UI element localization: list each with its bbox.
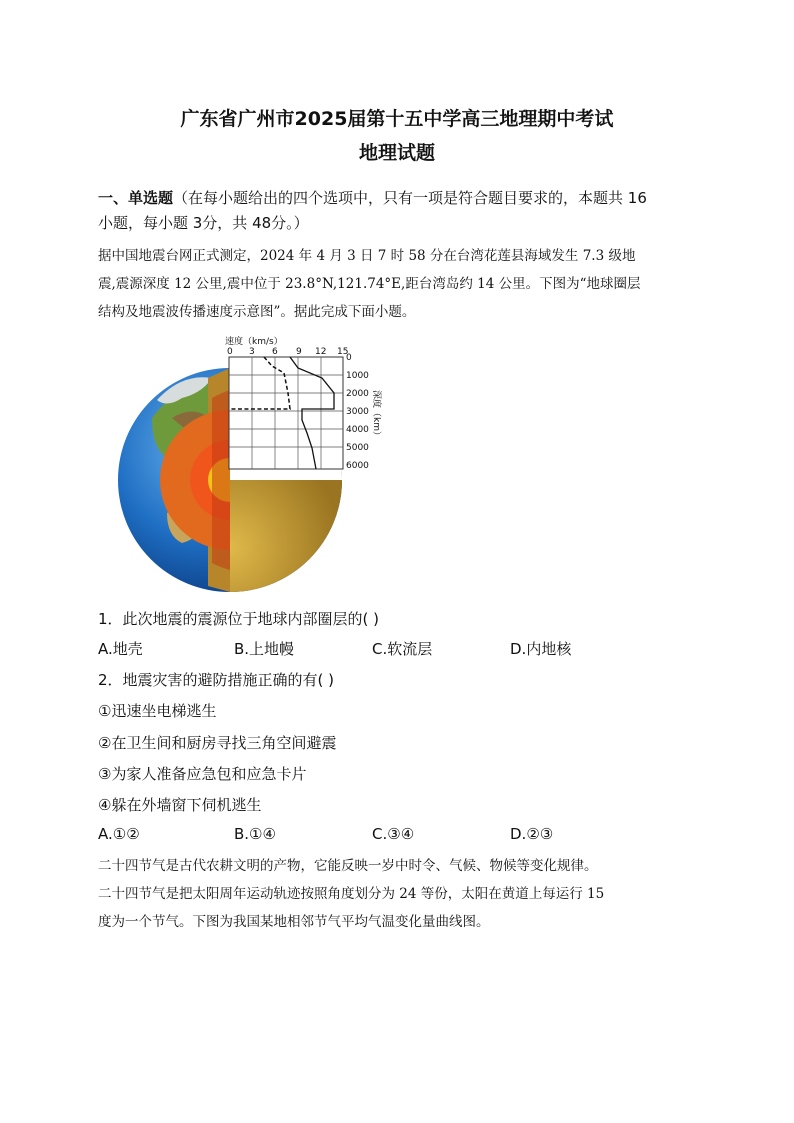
mantle-section (230, 480, 342, 592)
question-1-stem: 1．此次地震的震源位于地球内部圈层的( ) (98, 610, 380, 628)
depth-tick: 2000 (346, 389, 369, 399)
depth-tick: 4000 (346, 425, 369, 435)
q2-option-d: D.②③ (510, 825, 554, 843)
speed-tick: 15 (337, 347, 349, 357)
section-note-line1: （在每小题给出的四个选项中，只有一项是符合题目要求的，本题共 16 (173, 189, 647, 207)
q1-option-a: A.地壳 (98, 640, 143, 658)
speed-tick: 12 (315, 347, 327, 357)
q1-option-b: B.上地幔 (234, 640, 295, 658)
page-subtitle: 地理试题 (358, 142, 435, 164)
q2-item: ④躲在外墙窗下伺机逃生 (98, 796, 262, 814)
speed-axis-label: 速度（km/s） (225, 337, 283, 347)
depth-tick: 6000 (346, 461, 369, 471)
depth-tick: 5000 (346, 443, 369, 453)
passage-1-line: 据中国地震台网正式测定，2024 年 4 月 3 日 7 时 58 分在台湾花莲县海域发生 7.3 级地 (98, 248, 636, 264)
earth-structure-figure (112, 337, 381, 598)
question-2-stem: 2．地震灾害的避防措施正确的有( ) (98, 671, 335, 689)
q2-option-b: B.①④ (234, 825, 276, 843)
passage-2-line: 度为一个节气。下图为我国某地相邻节气平均气温变化量曲线图。 (98, 914, 490, 930)
speed-tick: 3 (249, 347, 255, 357)
q1-option-c: C.软流层 (372, 640, 433, 658)
q1-option-d: D.内地核 (510, 640, 572, 658)
q2-item: ②在卫生间和厨房寻找三角空间避震 (98, 734, 337, 752)
passage-1-line: 结构及地震波传播速度示意图”。据此完成下面小题。 (98, 304, 416, 320)
q2-option-c: C.③④ (372, 825, 415, 843)
section-heading: 一、单选题 (98, 189, 174, 207)
q2-item: ①迅速坐电梯逃生 (98, 702, 217, 720)
passage-1 (98, 242, 698, 326)
page-title: 广东省广州市2025届第十五中学高三地理期中考试 (180, 108, 614, 130)
passage-2 (98, 852, 698, 936)
depth-axis-label: 深度（km） (371, 390, 381, 440)
passage-2-line: 二十四节气是把太阳周年运动轨迹按照角度划分为 24 等份，太阳在黄道上每运行 15 (98, 886, 605, 902)
speed-tick: 0 (227, 347, 233, 357)
q2-item: ③为家人准备应急包和应急卡片 (98, 765, 307, 783)
speed-tick: 6 (272, 347, 278, 357)
q2-option-a: A.①② (98, 825, 140, 843)
speed-tick: 9 (296, 347, 302, 357)
section-header (98, 186, 698, 236)
depth-tick: 1000 (346, 371, 369, 381)
section-note-line2: 小题，每小题 3分，共 48分。） (98, 214, 309, 232)
grid-frame (229, 357, 343, 469)
depth-tick: 0 (346, 353, 352, 363)
passage-1-line: 震,震源深度 12 公里,震中位于 23.8°N,121.74°E,距台湾岛约 14 公里。下图为“地球圈层 (98, 276, 641, 292)
passage-2-line: 二十四节气是古代农耕文明的产物，它能反映一岁中时令、气候、物候等变化规律。 (98, 858, 598, 874)
wave-speed-grid (225, 335, 369, 471)
depth-tick: 3000 (346, 407, 369, 417)
core-shadow (212, 390, 230, 570)
